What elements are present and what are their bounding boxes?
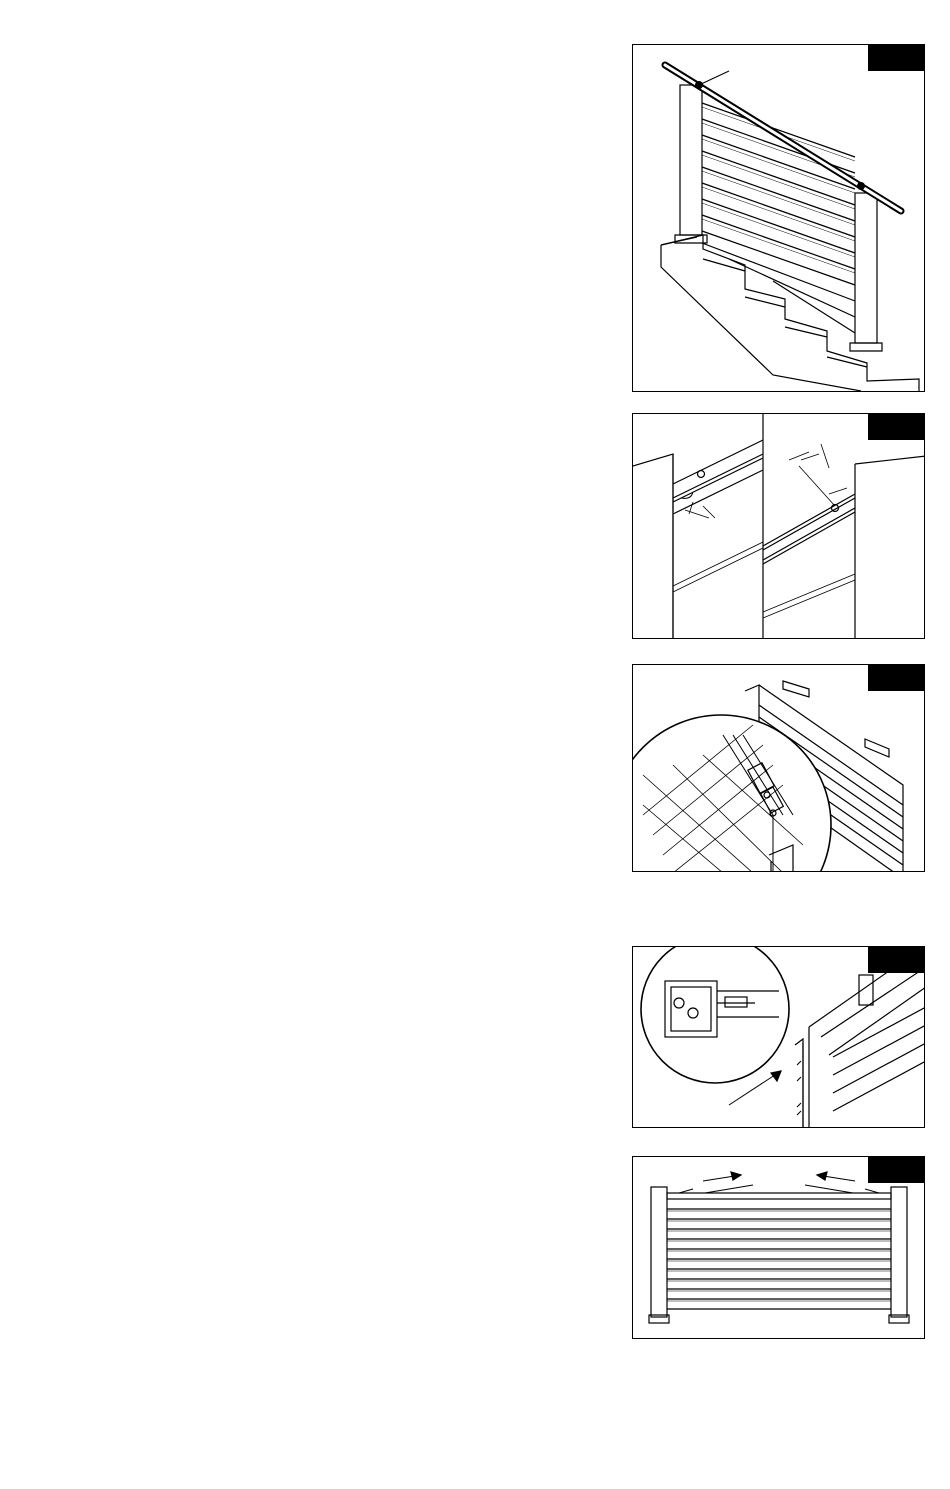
figure-number-tag (868, 1157, 924, 1183)
figure-bracket-zoom (632, 664, 925, 872)
figure-number-tag (868, 45, 924, 71)
figure-number-tag (868, 947, 924, 973)
level-rail-drawing (633, 1157, 925, 1339)
post-insert-drawing (633, 947, 925, 1128)
bracket-zoom-drawing (633, 665, 925, 872)
figure-post-insert (632, 946, 925, 1128)
stair-rail-drawing (633, 45, 925, 392)
figure-number-tag (868, 414, 924, 440)
figure-stair-rail (632, 44, 925, 392)
figure-number-tag (868, 665, 924, 691)
figure-bracket-measurement (632, 413, 925, 639)
figure-level-rail (632, 1156, 925, 1339)
measurement-drawing (633, 414, 925, 639)
